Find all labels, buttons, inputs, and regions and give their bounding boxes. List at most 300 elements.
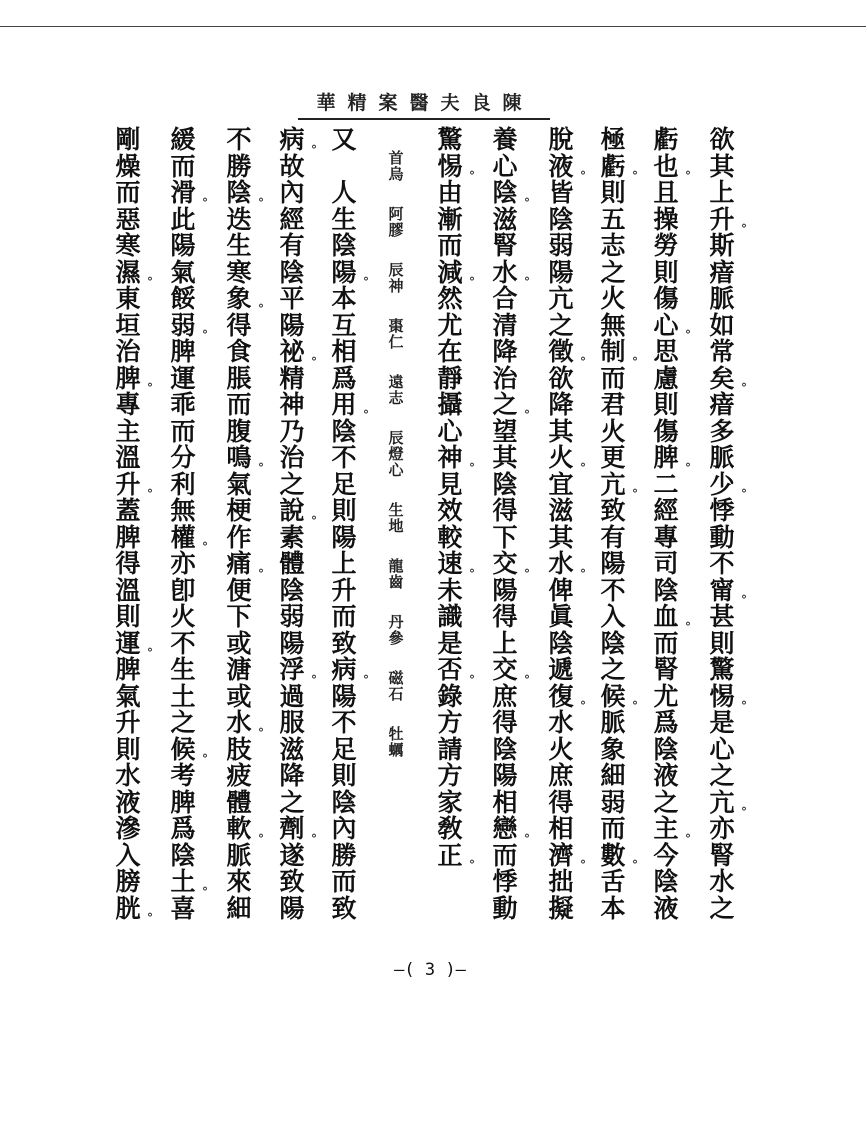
character: 相	[548, 814, 574, 843]
character: 復 °	[548, 681, 586, 713]
character: 水	[548, 708, 574, 737]
character: 錄	[437, 681, 463, 711]
character: 之	[600, 257, 626, 287]
character: 相	[331, 337, 357, 366]
punctuation-mark: °	[147, 911, 153, 925]
character: 疲	[226, 761, 252, 790]
punctuation-mark: °	[580, 460, 586, 475]
character: 如	[709, 310, 735, 340]
character: 陽 °	[331, 257, 369, 289]
punctuation-mark: °	[580, 858, 586, 872]
character: 不	[709, 549, 735, 578]
punctuation-mark: °	[258, 831, 264, 846]
character: 液	[653, 761, 679, 790]
character: 而	[437, 231, 463, 260]
character: 俾	[548, 575, 574, 605]
character: 有	[600, 522, 626, 552]
text-column	[168, 125, 208, 923]
character: 則	[115, 602, 141, 631]
character: 較	[437, 522, 463, 552]
character: 徵 °	[548, 337, 586, 369]
punctuation-mark: °	[258, 301, 264, 316]
character: 入	[115, 840, 141, 870]
character: 脹	[226, 363, 252, 393]
character: 否 °	[437, 655, 475, 687]
punctuation-mark: °	[202, 540, 208, 554]
character: 劑 °	[279, 814, 317, 846]
character: 祕 °	[279, 337, 317, 369]
punctuation-mark: °	[469, 566, 475, 581]
character: 方	[437, 761, 463, 790]
character: 陰	[548, 204, 574, 234]
character: 寒	[226, 257, 252, 287]
character: 亢 °	[709, 787, 747, 819]
character: 脫	[548, 125, 574, 154]
character: 治	[115, 337, 141, 366]
character: 蓋	[115, 496, 141, 525]
character: 作	[226, 522, 252, 552]
punctuation-mark: °	[469, 672, 475, 687]
character: 陰	[331, 416, 357, 446]
punctuation-mark: °	[311, 354, 317, 369]
punctuation-mark: °	[202, 195, 208, 210]
character: 不	[226, 125, 252, 154]
character: 陽	[279, 628, 305, 658]
punctuation-mark: °	[147, 487, 153, 501]
character: 陽	[492, 761, 518, 790]
character: 陰	[492, 734, 518, 764]
character: 舌	[600, 867, 626, 896]
character: 拙	[548, 867, 574, 896]
punctuation-mark: °	[258, 195, 264, 210]
character: 不	[331, 443, 357, 472]
character: 心 °	[653, 310, 691, 342]
character: 慮	[653, 363, 679, 393]
character: 庶	[548, 761, 574, 790]
character: 亢 °	[600, 469, 638, 501]
character: 不	[600, 575, 626, 605]
character: 乖	[170, 390, 196, 419]
character: 考	[170, 761, 196, 790]
character: 神	[279, 390, 305, 419]
punctuation-mark: °	[741, 699, 747, 713]
character: 而	[600, 363, 626, 393]
herb-item: 牡蠣	[386, 726, 405, 758]
character: 弱 °	[170, 310, 208, 342]
character: 方	[437, 708, 463, 737]
character: 脈	[709, 443, 735, 472]
punctuation-mark: °	[580, 169, 586, 183]
punctuation-mark: °	[147, 381, 153, 395]
character: 權 °	[170, 522, 208, 554]
punctuation-mark: °	[741, 222, 747, 236]
page-number: —( 3 )—	[394, 960, 466, 980]
character: 五	[600, 204, 626, 234]
character: 火	[600, 284, 626, 313]
character: 乃	[279, 416, 305, 446]
character: 降	[492, 337, 518, 366]
character: 減 °	[437, 257, 475, 289]
character: 氣	[226, 469, 252, 499]
character: 陰	[653, 867, 679, 896]
character: 心	[492, 151, 518, 181]
character: 攝	[437, 390, 463, 419]
text-column	[490, 125, 530, 923]
character: 升 °	[115, 469, 153, 501]
character: 東	[115, 284, 141, 313]
character: 體	[226, 787, 252, 817]
character: 火 °	[548, 443, 586, 475]
character: 亦	[170, 549, 196, 578]
character: 之	[170, 708, 196, 737]
character: 之	[279, 469, 305, 499]
character: 其	[548, 522, 574, 552]
character: 斯	[709, 231, 735, 260]
header-rule	[298, 118, 550, 120]
character: 專	[115, 390, 141, 419]
character: 得	[492, 708, 518, 737]
punctuation-mark: °	[685, 328, 691, 342]
character: 勞	[653, 231, 679, 260]
character: 靜	[437, 363, 463, 393]
character: 脾	[115, 522, 141, 552]
character: 火	[548, 734, 574, 764]
character: 鳴 °	[226, 443, 264, 475]
character: 軟 °	[226, 814, 264, 846]
character: 液 °	[548, 151, 586, 183]
character: 濕 °	[115, 257, 153, 289]
punctuation-mark: °	[741, 487, 747, 501]
character: 之	[600, 655, 626, 684]
character: 痛 °	[226, 549, 264, 581]
character: 用 °	[331, 390, 369, 422]
character: 運 °	[115, 628, 153, 660]
character: 見	[437, 469, 463, 499]
punctuation-mark: °	[147, 275, 153, 289]
character: 土	[170, 681, 196, 711]
character: 養	[492, 125, 518, 154]
character: 火	[170, 602, 196, 631]
character: 則	[331, 761, 357, 790]
punctuation-mark: °	[685, 619, 691, 634]
character: 未	[437, 575, 463, 605]
character: 君	[600, 390, 626, 419]
character: 體	[279, 549, 305, 578]
character: 弱	[279, 602, 305, 631]
text-column	[224, 125, 264, 923]
character: 極	[600, 125, 626, 154]
character: 神 °	[437, 443, 475, 475]
punctuation-mark: °	[580, 354, 586, 369]
character: 則	[115, 734, 141, 764]
character: 脾	[170, 787, 196, 817]
punctuation-mark: °	[632, 354, 638, 369]
punctuation-mark: °	[524, 672, 530, 687]
character: 惕 °	[709, 681, 747, 713]
herb-item: 生地	[386, 502, 405, 534]
herb-item: 辰燈心	[386, 430, 405, 478]
character: 由	[437, 178, 463, 207]
character: 液	[653, 893, 679, 923]
character: 合	[492, 284, 518, 313]
character: 尤	[437, 310, 463, 340]
character: 本	[331, 284, 357, 313]
character: 遞	[548, 655, 574, 684]
herb-item: 磁石	[386, 670, 405, 702]
character: 皆	[548, 178, 574, 207]
punctuation-mark: °	[685, 169, 691, 183]
character: 氣	[170, 257, 196, 287]
character: 之	[279, 787, 305, 817]
character: 脈	[226, 840, 252, 870]
character: 生	[331, 204, 357, 234]
character: 下	[492, 522, 518, 552]
punctuation-mark: °	[469, 169, 475, 183]
character: 無	[600, 310, 626, 340]
punctuation-mark: °	[685, 831, 691, 846]
herb-item: 阿膠	[386, 206, 405, 238]
character: 漸	[437, 204, 463, 234]
character: 素	[279, 522, 305, 552]
punctuation-mark: °	[685, 460, 691, 475]
character: 溫	[115, 575, 141, 605]
character: 陽	[170, 231, 196, 260]
punctuation-mark: °	[311, 513, 317, 528]
character: 傷	[653, 284, 679, 313]
character: 又	[331, 125, 357, 154]
character: 或	[226, 681, 252, 711]
character: 交 °	[492, 655, 530, 687]
character: 上	[492, 628, 518, 658]
character: 食	[226, 337, 252, 366]
character: 有	[279, 231, 305, 260]
character: 致	[331, 893, 357, 923]
character: 滋	[492, 204, 518, 234]
character: 陰	[653, 575, 679, 605]
character: 生	[226, 231, 252, 260]
character: 溏	[226, 655, 252, 684]
character: 而	[600, 814, 626, 843]
herb-item: 龍齒	[386, 558, 405, 590]
character: 制 °	[600, 337, 638, 369]
character: 更	[600, 443, 626, 472]
character: 致	[279, 867, 305, 896]
character: 故	[279, 151, 305, 181]
character: 腹	[226, 416, 252, 446]
punctuation-mark: °	[469, 460, 475, 475]
character: 動	[709, 522, 735, 552]
character: 滲	[115, 814, 141, 843]
character: 垣	[115, 310, 141, 340]
punctuation-mark: °	[524, 275, 530, 289]
character: 則	[653, 257, 679, 287]
character: 降	[279, 761, 305, 790]
character: 司	[653, 549, 679, 578]
character: 服	[279, 708, 305, 737]
character: 利	[170, 469, 196, 499]
character: 虧	[653, 125, 679, 154]
character: 治	[492, 363, 518, 393]
character: 水 °	[226, 708, 264, 740]
character: 腎	[492, 231, 518, 260]
punctuation-mark: °	[202, 752, 208, 766]
character: 思	[653, 337, 679, 366]
text-column	[546, 125, 586, 923]
character: 家	[437, 787, 463, 817]
character: 陰	[492, 469, 518, 499]
character: 血 °	[653, 602, 691, 634]
character: 腎	[653, 655, 679, 684]
punctuation-mark: °	[202, 884, 208, 899]
character: 入	[600, 602, 626, 631]
top-rule	[0, 26, 866, 27]
character: 升	[115, 708, 141, 737]
character: 其	[709, 151, 735, 181]
character: 候 °	[600, 681, 638, 713]
text-column	[277, 125, 317, 923]
character: 卽	[170, 575, 196, 605]
character: 升	[331, 575, 357, 605]
character: 而	[492, 840, 518, 870]
punctuation-mark: °	[524, 831, 530, 846]
character: 敎	[437, 814, 463, 843]
character: 陽	[279, 310, 305, 340]
text-column	[707, 125, 747, 923]
character: 肢	[226, 734, 252, 764]
character: 眞	[548, 602, 574, 631]
character: 胱 °	[115, 893, 153, 925]
character: 請	[437, 734, 463, 764]
prescription-list	[383, 150, 409, 782]
character: 得	[492, 496, 518, 525]
character: 則	[331, 496, 357, 525]
character: 主 °	[653, 814, 691, 846]
punctuation-mark: °	[258, 566, 264, 581]
character: 常	[709, 337, 735, 366]
character: 不	[331, 708, 357, 737]
herb-item: 辰神	[386, 262, 405, 294]
character: 動	[492, 893, 518, 923]
character: 液	[115, 787, 141, 817]
character: 上	[331, 549, 357, 578]
character: 遂	[279, 840, 305, 870]
character: 陰 °	[226, 178, 264, 210]
character: 陽	[548, 257, 574, 287]
character: 不	[170, 628, 196, 658]
character: 而	[226, 390, 252, 419]
character: 之	[653, 787, 679, 817]
text-column	[435, 125, 475, 872]
punctuation-mark: °	[632, 487, 638, 501]
character: 欲	[709, 125, 735, 154]
character: 矣 °	[709, 363, 747, 395]
character: 滋	[548, 496, 574, 525]
punctuation-mark: °	[469, 858, 475, 872]
character: 爲	[170, 814, 196, 843]
character: 悸	[709, 496, 735, 525]
character: 志	[600, 231, 626, 260]
punctuation-mark: °	[311, 142, 317, 157]
character: 亢	[548, 284, 574, 313]
character: 且	[653, 178, 679, 207]
character: 而	[115, 178, 141, 207]
character: 驚	[437, 125, 463, 154]
character: 而	[170, 416, 196, 446]
character: 亦	[709, 814, 735, 843]
character: 陰	[279, 257, 305, 287]
character: 土 °	[170, 867, 208, 899]
character: 二	[653, 469, 679, 499]
character: 細	[600, 761, 626, 790]
character: 病 °	[331, 655, 369, 687]
punctuation-mark: °	[524, 566, 530, 581]
character: 宜	[548, 469, 574, 499]
character: 分	[170, 443, 196, 472]
character: 心	[437, 416, 463, 446]
punctuation-mark: °	[258, 460, 264, 475]
character: 則	[600, 178, 626, 207]
character: 而	[331, 867, 357, 896]
character: 腎	[709, 840, 735, 870]
character: 陰	[548, 628, 574, 658]
character: 交 °	[492, 549, 530, 581]
text-column	[113, 125, 153, 925]
character: 餒	[170, 284, 196, 313]
character: 降	[548, 390, 574, 419]
punctuation-mark: °	[311, 672, 317, 687]
character: 驚	[709, 655, 735, 684]
character: 水	[115, 761, 141, 790]
character: 陰	[331, 231, 357, 260]
character: 得	[115, 549, 141, 578]
character: 說 °	[279, 496, 317, 528]
character: 勝	[331, 840, 357, 870]
character: 氣	[115, 681, 141, 711]
character: 升 °	[709, 204, 747, 236]
character: 數 °	[600, 840, 638, 872]
character: 內	[331, 814, 357, 843]
character: 本	[600, 893, 626, 923]
character: 或	[226, 628, 252, 658]
punctuation-mark: °	[632, 169, 638, 183]
character: 今	[653, 840, 679, 870]
character: 陽	[279, 893, 305, 923]
character: 少 °	[709, 469, 747, 501]
character: 瘖	[709, 257, 735, 287]
herb-item: 丹參	[386, 614, 405, 646]
character: 精	[279, 363, 305, 393]
character: 之	[548, 310, 574, 340]
character: 人	[331, 178, 357, 207]
character: 陽	[331, 681, 357, 711]
character: 象	[600, 734, 626, 764]
character: 病 °	[279, 125, 317, 157]
punctuation-mark: °	[580, 566, 586, 581]
punctuation-mark: °	[311, 831, 317, 846]
character: 脈	[600, 708, 626, 737]
character: 梗	[226, 496, 252, 525]
character: 勝	[226, 151, 252, 181]
character: 心	[709, 734, 735, 764]
punctuation-mark: °	[741, 593, 747, 607]
character: 然	[437, 284, 463, 313]
character: 戀 °	[492, 814, 530, 846]
character: 望	[492, 416, 518, 446]
character: 無	[170, 496, 196, 525]
character: 生	[170, 655, 196, 684]
character: 爲	[331, 363, 357, 393]
text-column	[598, 125, 638, 923]
